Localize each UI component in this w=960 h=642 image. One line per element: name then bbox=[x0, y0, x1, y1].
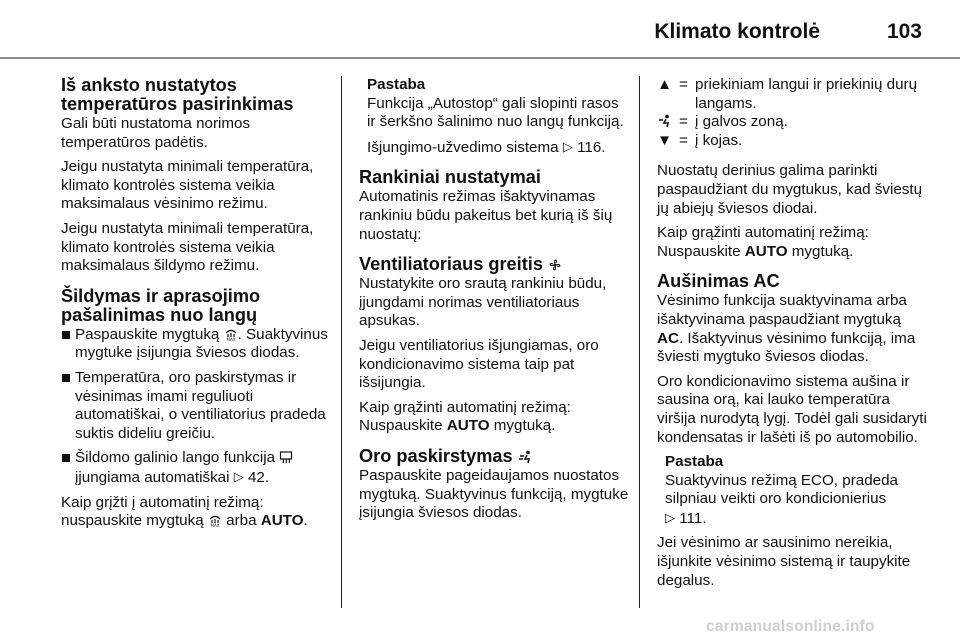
paragraph: Kaip grąžinti automatinį režimą: Nuspauskite AUTO mygtuką. bbox=[359, 398, 571, 435]
definition-row-windscreen: ▲ = priekiniam langui ir priekinių durų langams. bbox=[657, 76, 918, 112]
page-header bbox=[0, 0, 960, 64]
column-divider bbox=[639, 76, 640, 608]
watermark: carmanualsonline.info bbox=[706, 618, 875, 635]
paragraph: Nustatykite oro srautą rankiniu būdu, įjungdami norimas ventiliatoriaus apsukas. bbox=[359, 275, 607, 330]
defrost-max-icon bbox=[224, 327, 238, 341]
page-ref-arrow-icon: ▷ bbox=[562, 138, 573, 154]
bullet-icon bbox=[62, 454, 70, 462]
heading-manual-settings: Rankiniai nustatymai bbox=[359, 167, 541, 188]
heading-cooling-ac: Aušinimas AC bbox=[657, 271, 780, 292]
bullet-list bbox=[61, 326, 333, 488]
bullet-icon bbox=[62, 374, 70, 382]
heading-preset-temperature: Iš anksto nustatytos temperatūros pasirinkimas bbox=[61, 75, 294, 114]
paragraph: Nuostatų derinius galima parinkti paspaudžiant du mygtukus, kad šviestų jų abiejų šviesos diodai. bbox=[657, 162, 923, 217]
rear-window-heater-icon bbox=[279, 450, 293, 464]
heading-air-distribution: Oro paskirstymas bbox=[359, 447, 631, 466]
heading-fan-speed: Ventiliatoriaus greitis bbox=[359, 255, 631, 274]
paragraph: Jeigu nustatyta minimali temperatūra, klimato kontrolės sistema veikia maksimalaus vėsinimo režimu. bbox=[61, 158, 314, 213]
note-text: Funkcija „Autostop“ gali slopinti rasos ir šerkšno šalinimo nuo langų funkciją. bbox=[367, 94, 624, 131]
list-item: Paspauskite mygtuką MAX . Suaktyvinus mygtuke įsijungia šviesos diodas. bbox=[61, 326, 333, 363]
paragraph: Automatinis režimas išaktyvinamas rankiniu būdu pakeitus bet kurią iš šių nuostatų: bbox=[359, 188, 613, 243]
note-reference: Išjungimo-užvedimo sistema ▷ 116. bbox=[367, 138, 606, 156]
arrow-up-icon: ▲ bbox=[657, 76, 673, 93]
column-right bbox=[657, 76, 929, 596]
list-item: Temperatūra, oro paskirstymas ir vėsinimas imami reguliuoti automatiškai, o ventiliatorius pradeda suktis dideliu greičiu. bbox=[61, 369, 333, 443]
column-left bbox=[61, 76, 333, 537]
header-title: Klimato kontrolė bbox=[654, 20, 820, 43]
paragraph: Kaip grąžinti automatinį režimą: Nuspauskite AUTO mygtuką. bbox=[657, 224, 869, 260]
note-text: Suaktyvinus režimą ECO, pradeda silpniau veikti oro kondicionierius ▷ 111. bbox=[665, 471, 898, 527]
bullet-icon bbox=[62, 331, 70, 339]
paragraph: Oro kondicionavimo sistema aušina ir sausina orą, kai lauko temperatūra viršija nurodytą lygį. Todėl gali susidaryti kondensatas ir lašėti iš po automobilio. bbox=[657, 372, 927, 446]
paragraph: Vėsinimo funkcija suaktyvinama arba išaktyvinama paspaudžiant mygtuką AC. Išaktyvinus vėsinimo funkciją, ima šviesti mygtuko šviesos diodas. bbox=[657, 292, 916, 366]
paragraph: Jeigu ventiliatorius išjungiamas, oro kondicionavimo sistema taip pat išsijungia. bbox=[359, 336, 599, 392]
paragraph: Gali būti nustatoma norimos temperatūros padėtis. bbox=[61, 115, 251, 151]
air-distribution-icon bbox=[518, 450, 532, 464]
svg-text:MAX: MAX bbox=[226, 336, 236, 341]
head-airflow-icon bbox=[657, 113, 673, 132]
page-number: 103 bbox=[886, 20, 922, 43]
svg-text:MAX: MAX bbox=[210, 523, 220, 528]
paragraph: Jei vėsinimo ar sausinimo nereikia, išjunkite vėsinimo sistemą ir taupykite degalus. bbox=[657, 534, 911, 589]
note-title: Pastaba bbox=[665, 453, 724, 471]
column-middle bbox=[359, 76, 631, 529]
definition-row-head: = į galvos zoną. bbox=[657, 113, 929, 132]
list-item: Šildomo galinio lango funkcija įjungiama automatiškai ▷ 42. bbox=[61, 449, 333, 487]
paragraph: Jeigu nustatyta minimali temperatūra, klimato kontrolės sistema veikia maksimalaus šildymo režimu. bbox=[61, 219, 314, 275]
page-ref-arrow-icon: ▷ bbox=[233, 468, 244, 484]
definition-row-feet: ▼ = į kojas. bbox=[657, 131, 743, 149]
arrow-down-icon: ▼ bbox=[657, 131, 673, 149]
paragraph: Kaip grįžti į automatinį režimą: nuspauskite mygtuką MAX arba AUTO. bbox=[61, 493, 308, 530]
column-divider bbox=[341, 76, 342, 608]
note-title: Pastaba bbox=[367, 76, 426, 93]
fan-icon bbox=[548, 258, 562, 272]
defrost-max-icon bbox=[208, 513, 222, 527]
header-divider bbox=[0, 57, 960, 59]
page-ref-arrow-icon: ▷ bbox=[665, 509, 675, 525]
heading-defrost: Šildymas ir aprasojimo pašalinimas nuo langų bbox=[61, 285, 261, 325]
paragraph: Paspauskite pageidaujamos nuostatos mygtuką. Suaktyvinus funkciją, mygtuke įsijungia šviesos diodas. bbox=[359, 466, 629, 522]
